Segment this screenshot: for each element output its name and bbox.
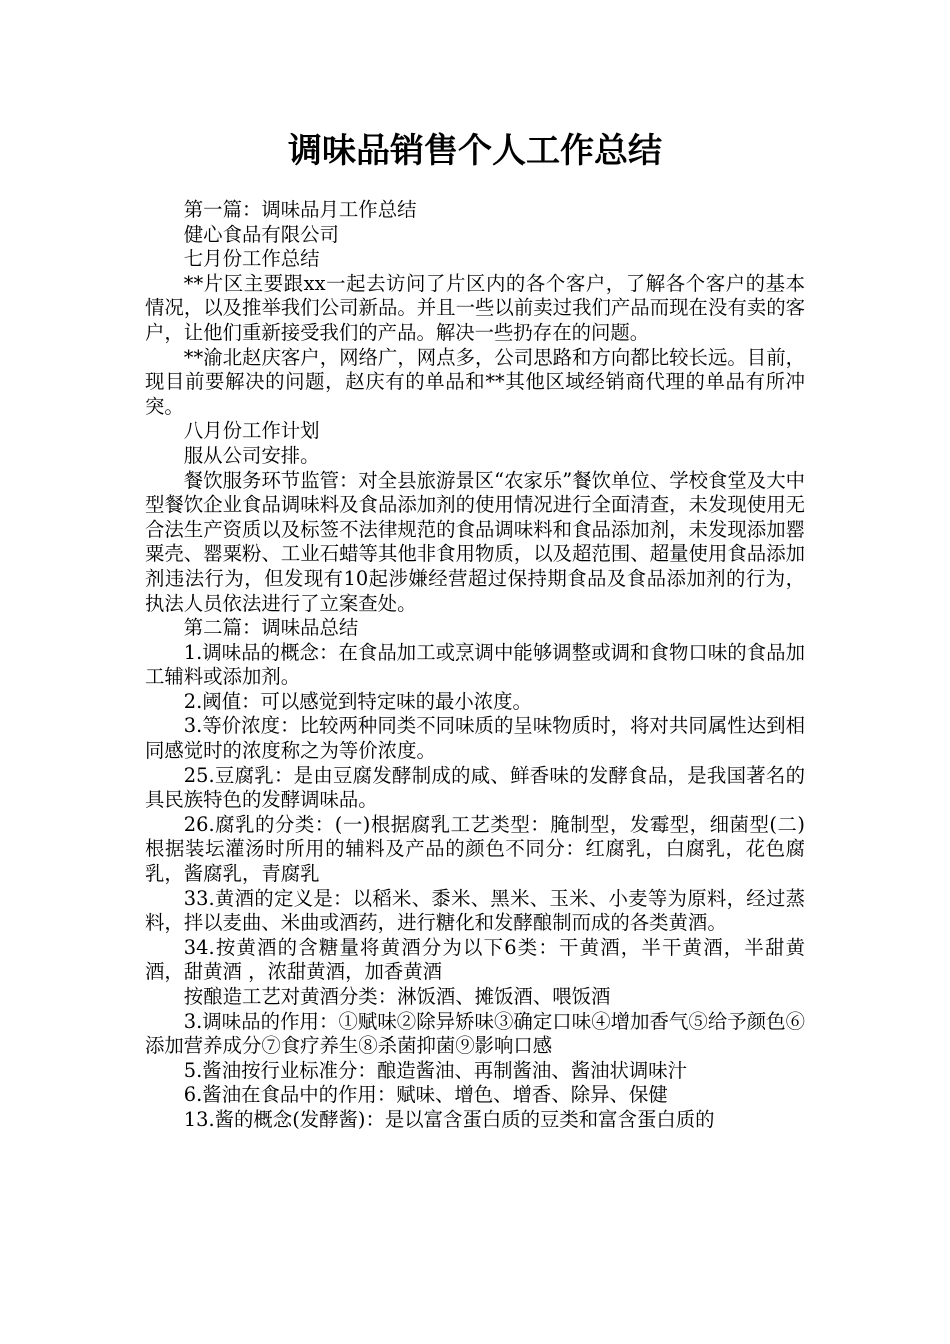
paragraph: **渝北赵庆客户，网络广，网点多，公司思路和方向都比较长远。目前，现目前要解决的问题，赵庆有的单品和**其他区域经销商代理的单品有所冲突。	[145, 345, 805, 418]
paragraph: 1.调味品的概念：在食品加工或烹调中能够调整或调和食物口味的食品加工辅料或添加剂。	[145, 640, 805, 689]
paragraph: **片区主要跟xx一起去访问了片区内的各个客户，了解各个客户的基本情况，以及推举我们公司新品。并且一些以前卖过我们产品而现在没有卖的客户，让他们重新接受我们的产品。解决一些扔存在的问题。	[145, 271, 805, 344]
paragraph: 6.酱油在食品中的作用：赋味、增色、增香、除异、保健	[183, 1083, 668, 1107]
paragraph: 3.等价浓度：比较两种同类不同味质的呈味物质时，将对共同属性达到相同感觉时的浓度称之为等价浓度。	[145, 714, 805, 763]
paragraph: 25.豆腐乳：是由豆腐发酵制成的咸、鲜香味的发酵食品，是我国著名的具民族特色的发酵调味品。	[145, 763, 805, 812]
paragraph: 按酿造工艺对黄酒分类：淋饭酒、摊饭酒、喂饭酒	[183, 985, 611, 1008]
paragraph: 八月份工作计划	[183, 419, 320, 443]
paragraph: 3.调味品的作用：①赋味②除异矫味③确定口味④增加香气⑤给予颜色⑥添加营养成分⑦食疗养生⑧杀菌抑菌⑨影响口感	[145, 1009, 805, 1058]
paragraph: 2.阈值：可以感觉到特定味的最小浓度。	[183, 689, 532, 713]
paragraph: 餐饮服务环节监管：对全县旅游景区“农家乐”餐饮单位、学校食堂及大中型餐饮企业食品调味料及食品添加剂的使用情况进行全面清查，未发现使用无合法生产资质以及标签不法律规范的食品调味料和食品添加剂，未发现添加罂粟壳、罂粟粉、工业石蜡等其他非食用物质，以及超范围、超量使用食品添加剂违法行为，但发现有10起涉嫌经营超过保持期食品及食品添加剂的行为，执法人员依法进行了立案查处。	[145, 468, 805, 615]
paragraph: 第一篇：调味品月工作总结	[183, 198, 417, 221]
paragraph: 26.腐乳的分类：(一)根据腐乳工艺类型：腌制型，发霉型，细菌型(二)根据装坛灌汤时所用的辅料及产品的颜色不同分：红腐乳，白腐乳，花色腐乳，酱腐乳，青腐乳	[145, 812, 805, 886]
paragraph: 第二篇：调味品总结	[183, 616, 359, 640]
paragraph: 服从公司安排。	[183, 443, 320, 467]
document-body	[145, 198, 805, 1133]
paragraph: 健心食品有限公司	[183, 222, 339, 246]
paragraph: 13.酱的概念(发酵酱)：是以富含蛋白质的豆类和富含蛋白质的	[183, 1107, 715, 1131]
document-title: 调味品销售个人工作总结	[288, 131, 662, 171]
paragraph: 34.按黄酒的含糖量将黄酒分为以下6类：干黄酒，半干黄酒，半甜黄酒，甜黄酒 ，浓甜黄酒，加香黄酒	[145, 935, 805, 984]
paragraph: 33.黄酒的定义是：以稻米、黍米、黑米、玉米、小麦等为原料，经过蒸料，拌以麦曲、米曲或酒药，进行糖化和发酵酿制而成的各类黄酒。	[145, 886, 805, 935]
paragraph: 七月份工作总结	[183, 247, 320, 271]
paragraph: 5.酱油按行业标准分：酿造酱油、再制酱油、酱油状调味汁	[183, 1058, 688, 1082]
